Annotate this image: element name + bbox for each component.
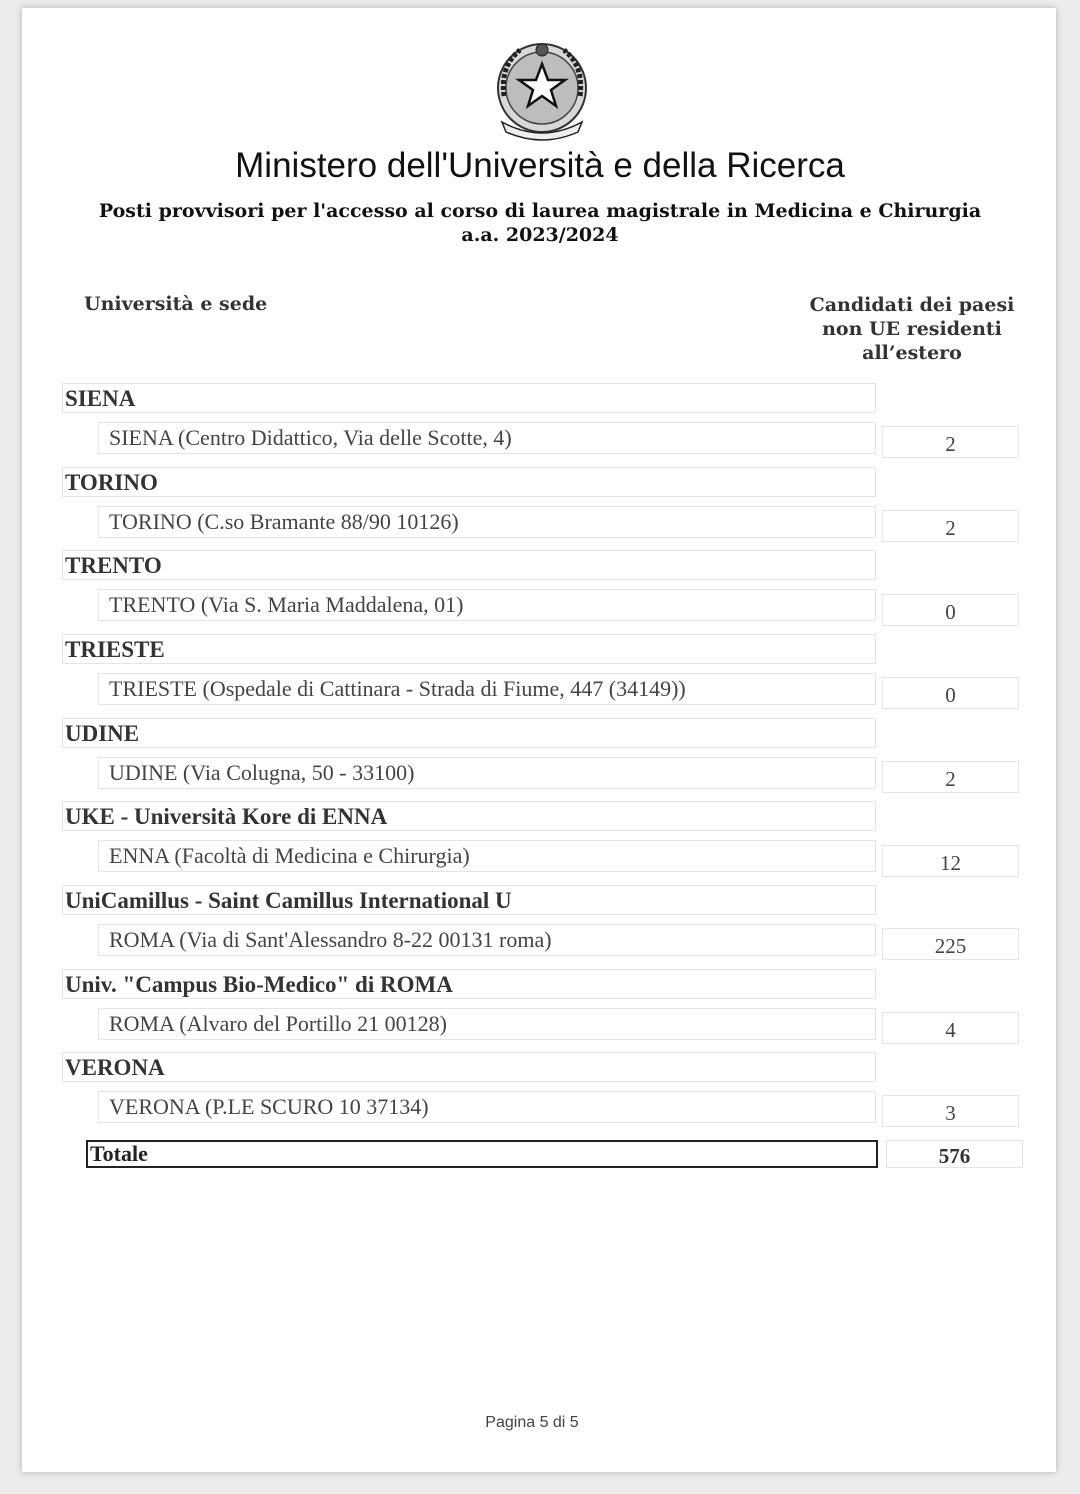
seat-count-cell: 225 (882, 928, 1019, 960)
total-label: Totale (86, 1140, 878, 1168)
seat-count-cell: 0 (882, 677, 1019, 709)
seat-row: ENNA (Facoltà di Medicina e Chirurgia) (98, 840, 876, 872)
seat-count-cell: 3 (882, 1095, 1019, 1127)
university-row: UKE - Università Kore di ENNA (62, 801, 876, 831)
university-row: VERONA (62, 1052, 876, 1082)
university-row: Univ. "Campus Bio-Medico" di ROMA (62, 969, 876, 999)
document-subtitle: Posti provvisori per l'accesso al corso di laurea magistrale in Medicina e Chirurgia (98, 200, 982, 222)
university-row: TORINO (62, 467, 876, 497)
seat-row: ROMA (Via di Sant'Alessandro 8-22 00131 roma) (98, 924, 876, 956)
seat-row: TRENTO (Via S. Maria Maddalena, 01) (98, 589, 876, 621)
seat-row: SIENA (Centro Didattico, Via delle Scotte, 4) (98, 422, 876, 454)
academic-year: a.a. 2023/2024 (461, 224, 619, 246)
seat-count-cell: 4 (882, 1012, 1019, 1044)
column-header-candidates (790, 293, 1034, 365)
column-header-line: non UE residenti (822, 318, 1002, 340)
university-row: SIENA (62, 383, 876, 413)
seat-count-cell: 2 (882, 510, 1019, 542)
seat-count-cell: 2 (882, 426, 1019, 458)
seat-row: TRIESTE (Ospedale di Cattinara - Strada di Fiume, 447 (34149)) (98, 673, 876, 705)
seat-row: UDINE (Via Colugna, 50 - 33100) (98, 757, 876, 789)
university-row: TRIESTE (62, 634, 876, 664)
seat-row: TORINO (C.so Bramante 88/90 10126) (98, 506, 876, 538)
seat-count-cell: 12 (882, 845, 1019, 877)
column-header-university: Università e sede (84, 293, 268, 315)
university-row: UDINE (62, 718, 876, 748)
total-value: 576 (886, 1140, 1023, 1168)
seat-count-cell: 2 (882, 761, 1019, 793)
university-row: TRENTO (62, 550, 876, 580)
column-header-line: Candidati dei paesi (809, 294, 1015, 316)
column-header-line: all’estero (862, 342, 962, 364)
university-row: UniCamillus - Saint Camillus International U (62, 885, 876, 915)
emblem-italian-republic-icon (490, 36, 594, 146)
seat-count-cell: 0 (882, 594, 1019, 626)
page-number: Pagina 5 di 5 (485, 1414, 579, 1431)
seat-row: VERONA (P.LE SCURO 10 37134) (98, 1091, 876, 1123)
seat-row: ROMA (Alvaro del Portillo 21 00128) (98, 1008, 876, 1040)
ministry-title: Ministero dell'Università e della Ricerca (235, 146, 845, 185)
